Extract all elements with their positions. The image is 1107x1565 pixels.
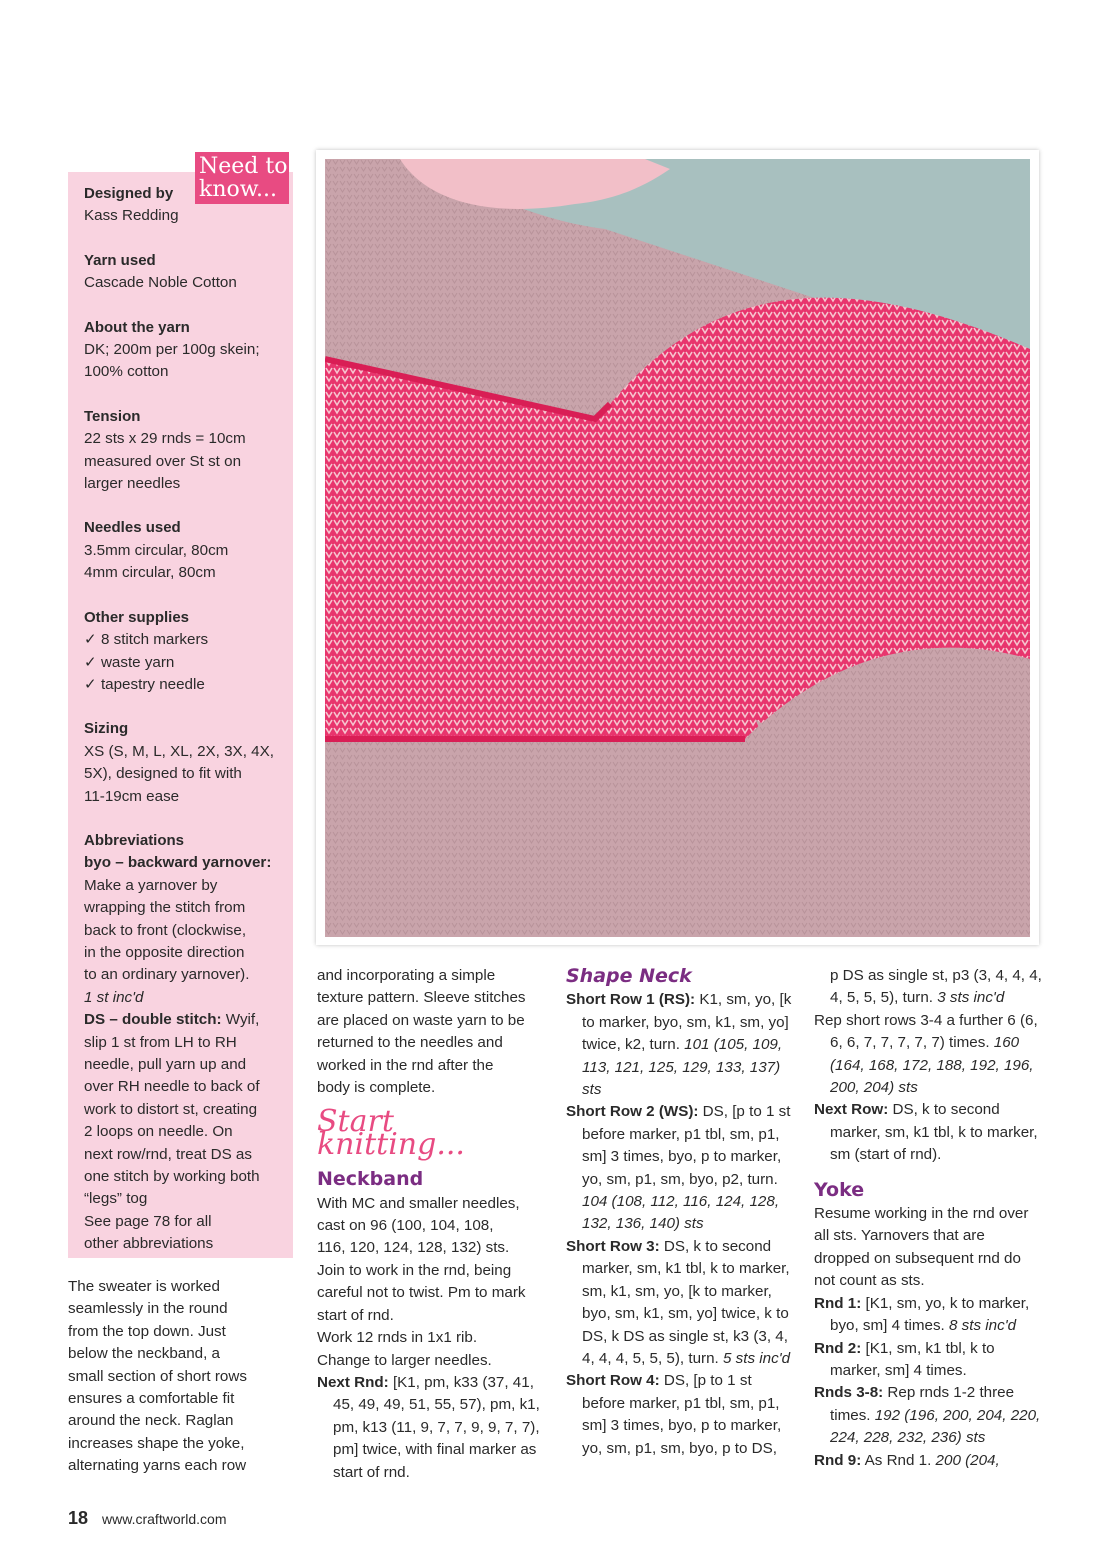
body-line: cast on 96 (100, 104, 108, xyxy=(317,1217,494,1235)
body-line: Join to work in the rnd, being xyxy=(317,1261,512,1279)
abbrev-line: needle, pull yarn up and xyxy=(84,1056,247,1073)
badge-line-2: know... xyxy=(199,177,277,202)
step-text: DS, [p to 1 st before marker, p1 tbl, sm, p1, sm] 3 times, byo, p to marker, yo, sm, p1, sm, byo, p2, turn. xyxy=(582,1103,791,1188)
footer-url[interactable]: www.craftworld.com xyxy=(102,1511,227,1527)
rnd-2 xyxy=(814,1338,1042,1383)
supplies-section xyxy=(84,607,284,697)
step-count: 160 (164, 168, 172, 188, 192, 196, 200, 204) sts xyxy=(830,1034,1034,1097)
abbrev-line: wrapping the stitch from xyxy=(84,899,246,917)
section-heading: Designed by xyxy=(84,185,174,202)
start-knitting-heading: Start knitting... xyxy=(317,1104,465,1162)
abbrev-line: “legs” tog xyxy=(84,1190,148,1208)
body-line: from the top down. Just xyxy=(68,1322,226,1340)
needles-section xyxy=(84,517,284,584)
section-line: measured over St st on xyxy=(84,452,242,470)
step-text: As Rnd 1. xyxy=(861,1451,936,1469)
body-line: around the neck. Raglan xyxy=(68,1412,234,1430)
sidebar-content xyxy=(84,183,284,1278)
step-text: [K1, sm, yo, k to marker, byo, sm] 4 times. xyxy=(830,1294,1030,1335)
yoke-heading: Yoke xyxy=(814,1178,865,1201)
page-number: 18 xyxy=(68,1508,89,1528)
tension-section xyxy=(84,406,284,496)
body-line: worked in the rnd after the xyxy=(317,1056,494,1074)
step-label: Rnd 9: xyxy=(814,1451,862,1469)
shape-neck-heading: Shape Neck xyxy=(566,965,692,987)
section-heading: Needles used xyxy=(84,519,181,537)
about-yarn-section xyxy=(84,317,284,384)
page-footer xyxy=(68,1508,227,1529)
section-line: larger needles xyxy=(84,475,181,493)
section-line: Cascade Noble Cotton xyxy=(84,274,237,292)
body-line: are placed on waste yarn to be xyxy=(317,1011,525,1029)
abbrev-line: Make a yarnover by xyxy=(84,876,218,894)
body-line: The sweater is worked xyxy=(68,1278,220,1295)
section-line: ✓ 8 stitch markers xyxy=(84,631,209,649)
step-label: Rnd 1: xyxy=(814,1294,862,1312)
step-label: Short Row 4: xyxy=(566,1372,660,1390)
step-text: Rep rnds 1-2 three times. xyxy=(830,1384,1015,1424)
intro-column-1 xyxy=(68,1276,298,1478)
abbrev-line: slip 1 st from LH to RH xyxy=(84,1033,237,1051)
body-line: and incorporating a simple xyxy=(317,967,496,984)
section-heading: Tension xyxy=(84,407,141,425)
next-row-step xyxy=(814,1099,1042,1166)
section-heading: About the yarn xyxy=(84,318,190,336)
ds-term: DS – double stitch: xyxy=(84,1011,222,1029)
section-heading: Abbreviations xyxy=(84,831,185,849)
repeat-step xyxy=(814,1010,1042,1100)
sizing-section xyxy=(84,718,284,808)
column-2 xyxy=(317,965,545,1484)
abbrev-line: See page 78 for all xyxy=(84,1212,212,1230)
section-line: Kass Redding xyxy=(84,207,179,225)
byo-term: byo – backward yarnover: xyxy=(84,854,272,872)
short-row-4 xyxy=(566,1370,796,1460)
abbrev-line: Wyif, xyxy=(221,1011,260,1029)
section-line: DK; 200m per 100g skein; xyxy=(84,341,260,359)
step-text: Rep short rows 3-4 a further 6 (6, 6, 6, 7, 7, 7, 7, 7) times. xyxy=(814,1011,1038,1052)
designed-by-section xyxy=(84,183,284,228)
step-count: 101 (105, 109, 113, 121, 125, 129, 133, 137) sts xyxy=(582,1036,783,1099)
abbrev-line: one stitch by working both xyxy=(84,1168,260,1186)
section-line: 4mm circular, 80cm xyxy=(84,564,216,582)
abbreviations-section xyxy=(84,830,284,1256)
body-line: start of rnd. xyxy=(317,1306,394,1324)
step-text: DS, k to second marker, sm, k1 tbl, k to marker, sm (start of rnd). xyxy=(830,1101,1038,1164)
body-line: Change to larger needles. xyxy=(317,1351,492,1369)
abbrev-line: to an ordinary yarnover). xyxy=(84,966,250,984)
byo-inc: 1 st inc'd xyxy=(84,988,144,1006)
abbrev-line: next row/rnd, treat DS as xyxy=(84,1145,252,1163)
neckband-heading: Neckband xyxy=(317,1168,424,1191)
body-line: small section of short rows xyxy=(68,1367,247,1385)
body-line: With MC and smaller needles, xyxy=(317,1194,520,1212)
step-count: 8 sts inc'd xyxy=(949,1317,1017,1335)
step-label: Rnd 2: xyxy=(814,1339,862,1357)
section-line: 5X), designed to fit with xyxy=(84,765,242,783)
step-label: Next Row: xyxy=(814,1101,889,1119)
abbrev-line: other abbreviations xyxy=(84,1235,214,1253)
sweater-illustration xyxy=(325,159,1030,937)
abbrev-line: in the opposite direction xyxy=(84,943,245,961)
body-line: returned to the needles and xyxy=(317,1034,503,1052)
body-line: below the neckband, a xyxy=(68,1345,220,1363)
body-line: texture pattern. Sleeve stitches xyxy=(317,989,526,1007)
step-text: DS, [p to 1 st before marker, p1 tbl, sm, p1, sm] 3 times, byo, p to marker, yo, sm, p1, sm, byo, p to DS, xyxy=(582,1372,782,1457)
body-line: Work 12 rnds in 1x1 rib. xyxy=(317,1329,478,1347)
step-count: 192 (196, 200, 204, 220, 224, 228, 232, 236) sts xyxy=(830,1406,1041,1447)
yarn-used-section xyxy=(84,250,284,295)
abbrev-line: 2 loops on needle. On xyxy=(84,1123,233,1141)
yoke-intro: Resume working in the rnd over all sts. Yarnovers that are dropped on subsequent rnd do not count as sts. xyxy=(814,1205,1029,1290)
body-line: careful not to twist. Pm to mark xyxy=(317,1284,526,1302)
rnd-9 xyxy=(814,1450,1042,1472)
section-line: 100% cotton xyxy=(84,363,169,381)
rnds-3-8 xyxy=(814,1382,1042,1449)
step-count: 200 (204, xyxy=(935,1451,1000,1469)
section-line: ✓ waste yarn xyxy=(84,653,175,671)
abbrev-line: back to front (clockwise, xyxy=(84,921,247,939)
column-3 xyxy=(566,965,796,1460)
step-label: Next Rnd: xyxy=(317,1373,389,1391)
step-count: 3 sts inc'd xyxy=(937,989,1005,1007)
abbrev-line: over RH needle to back of xyxy=(84,1078,260,1096)
section-line: 22 sts x 29 rnds = 10cm xyxy=(84,430,246,448)
short-row-2 xyxy=(566,1101,796,1235)
body-line: body is complete. xyxy=(317,1079,436,1097)
body-line: 116, 120, 124, 128, 132) sts. xyxy=(317,1239,510,1257)
step-text: K1, sm, yo, [k to marker, byo, sm, k1, sm, yo] twice, k2, turn. xyxy=(582,991,792,1054)
step-text: DS, k to second marker, sm, k1 tbl, k to marker, sm, k1, sm, yo, [k to marker, byo, sm, k1, sm, yo] twice, k to DS, k DS as single st, k3 (3, 4, 4, 4, 4, 5, 5, 5), turn. xyxy=(582,1237,790,1367)
step-text: [K1, pm, k33 (37, 41, 45, 49, 49, 51, 55, 57), pm, k1, pm, k13 (11, 9, 7, 7, 9, 9, 7, 7), pm] twice, with final marker as start of rnd. xyxy=(333,1373,540,1481)
column-4 xyxy=(814,965,1042,1472)
badge-line-1: Need to xyxy=(199,154,288,179)
step-label: Short Row 1 (RS): xyxy=(566,991,696,1009)
section-line: ✓ tapestry needle xyxy=(84,675,205,693)
section-line: XS (S, M, L, XL, 2X, 3X, 4X, xyxy=(84,742,274,760)
next-rnd-step xyxy=(317,1372,545,1484)
body-line: ensures a comfortable fit xyxy=(68,1390,235,1408)
step-label: Rnds 3-8: xyxy=(814,1384,884,1402)
step-count: 104 (108, 112, 116, 124, 128, 132, 136, 140) sts xyxy=(582,1193,780,1233)
body-line: alternating yarns each row xyxy=(68,1457,247,1475)
section-heading: Yarn used xyxy=(84,251,156,269)
short-row-4-cont xyxy=(814,965,1042,1010)
abbrev-line: work to distort st, creating xyxy=(84,1100,258,1118)
rnd-1 xyxy=(814,1293,1042,1338)
short-row-1 xyxy=(566,989,796,1101)
section-line: 11-19cm ease xyxy=(84,787,180,805)
section-line: 3.5mm circular, 80cm xyxy=(84,541,229,559)
step-text: [K1, sm, k1 tbl, k to marker, sm] 4 times. xyxy=(830,1339,995,1379)
short-row-3 xyxy=(566,1236,796,1370)
body-line: increases shape the yoke, xyxy=(68,1434,245,1452)
sweater-photo xyxy=(325,159,1030,937)
step-text: p DS as single st, p3 (3, 4, 4, 4, 4, 5, 5, 5), turn. xyxy=(830,967,1042,1007)
sweater-photo-frame xyxy=(316,150,1039,945)
step-label: Short Row 3: xyxy=(566,1237,660,1255)
step-count: 5 sts inc'd xyxy=(722,1349,791,1367)
section-heading: Sizing xyxy=(84,720,129,738)
section-heading: Other supplies xyxy=(84,608,190,626)
body-line: seamlessly in the round xyxy=(68,1300,228,1318)
step-label: Short Row 2 (WS): xyxy=(566,1103,699,1121)
